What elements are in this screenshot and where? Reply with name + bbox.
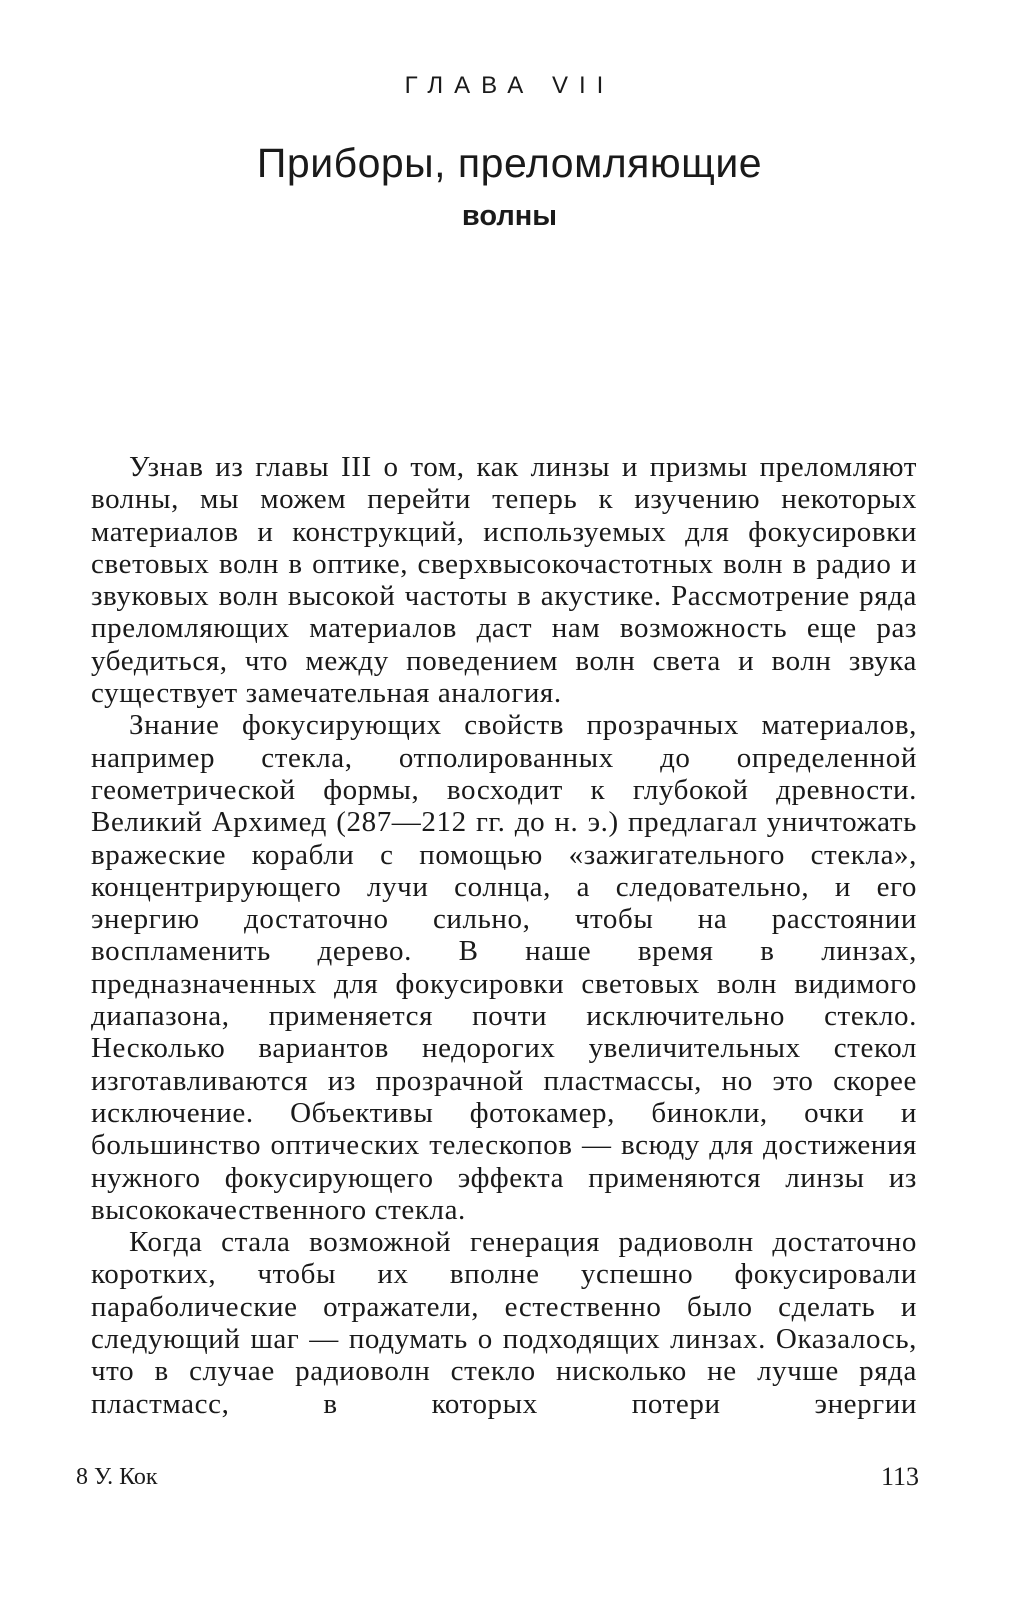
chapter-title-line-1: Приборы, преломляющие (256, 140, 763, 186)
page-number: 113 (880, 1462, 919, 1491)
paragraph-1: Узнав из главы III о том, как линзы и призмы преломляют волны, мы можем перейти теперь к изучению некоторых материалов и конструкций, используемых для фокусировки световых волн в оптике, сверхвысокочастотных волн в радио и звуковых волн высокой частоты в акустике. Рассмотрение ряда преломляющих материалов даст нам возможность еще раз убедиться, что между поведением волн света и волн звука существует замечательная аналогия. (91, 451, 917, 710)
body-text (91, 451, 917, 1420)
chapter-title-line-2: волны (461, 200, 558, 232)
chapter-label: ГЛАВА VII (404, 72, 615, 99)
chapter-title (0, 134, 1019, 236)
printer-signature: 8 У. Кок (76, 1464, 158, 1490)
paragraph-2: Знание фокусирующих свойств прозрачных материалов, например стекла, отполированных до определенной геометрической формы, восходит к глубокой древности. Великий Архимед (287—212 гг. до н. э.) предлагал уничтожать вражеские корабли с помощью «зажигательного стекла», концентрирующего лучи солнца, а следовательно, и его энергию достаточно сильно, чтобы на расстоянии воспламенить дерево. В наше время в линзах, предназначенных для фокусировки световых волн видимого диапазона, применяется почти исключительно стекло. Несколько вариантов недорогих увеличительных стекол изготавливаются из прозрачной пластмассы, но это скорее исключение. Объективы фотокамер, бинокли, очки и большинство оптических телескопов — всюду для достижения нужного фокусирующего эффекта применяются линзы из высококачественного стекла. (91, 709, 917, 1226)
paragraph-3: Когда стала возможной генерация радиоволн достаточно коротких, чтобы их вполне успешно фокусировали параболические отражатели, естественно было сделать и следующий шаг — подумать о подходящих линзах. Оказалось, что в случае радиоволн стекло нисколько не лучше ряда пластмасс, в которых потери энергии (91, 1226, 917, 1420)
